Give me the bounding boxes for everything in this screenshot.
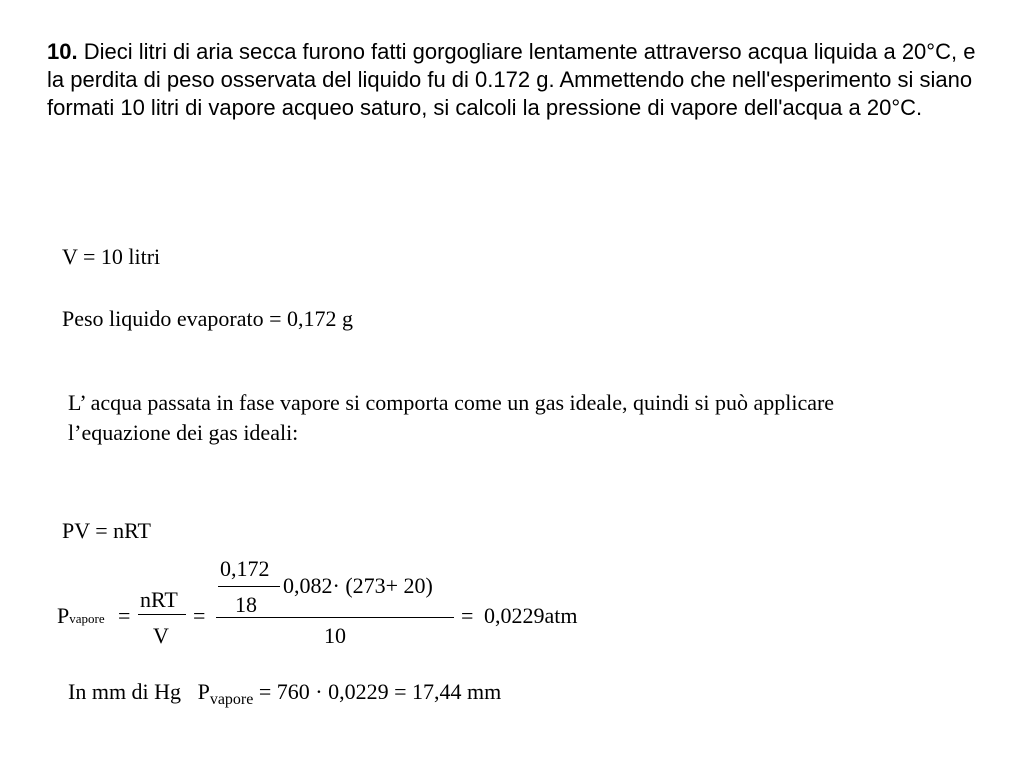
conversion-expression: = 760 · 0,0229 = 17,44 mm bbox=[258, 679, 502, 704]
main-denominator: 10 bbox=[324, 623, 346, 648]
p-vapore bbox=[57, 604, 105, 631]
fraction1-denominator: V bbox=[153, 623, 169, 648]
conversion-p-symbol: P bbox=[197, 679, 210, 704]
fraction1-numerator: nRT bbox=[140, 587, 178, 612]
explanation-text: L’ acqua passata in fase vapore si comporta come un gas ideale, quindi si può applicare l’equazione dei gas ideali: bbox=[68, 390, 835, 445]
p-subscript: vapore bbox=[69, 611, 105, 626]
inner-denominator: 18 bbox=[235, 592, 257, 617]
inner-fraction-bar bbox=[218, 586, 280, 587]
p-symbol: P bbox=[57, 603, 70, 628]
formula-result: 0,0229atm bbox=[484, 603, 578, 628]
main-fraction-bar bbox=[216, 617, 454, 618]
conversion-label: In mm di Hg bbox=[68, 679, 182, 704]
given-mass: Peso liquido evaporato = 0,172 g bbox=[62, 306, 354, 331]
problem-number: 10. bbox=[47, 39, 78, 64]
conversion-line bbox=[68, 678, 501, 709]
fraction1-bar bbox=[138, 614, 186, 615]
numerator-rest: 0,082· (273+ 20) bbox=[283, 573, 433, 598]
equals-1: = bbox=[118, 603, 131, 628]
ideal-gas-law: PV = nRT bbox=[62, 518, 151, 543]
equals-3: = bbox=[461, 603, 474, 628]
inner-numerator: 0,172 bbox=[220, 556, 270, 581]
problem-statement bbox=[47, 38, 977, 122]
equals-2: = bbox=[193, 603, 206, 628]
problem-text: Dieci litri di aria secca furono fatti gorgogliare lentamente attraverso acqua liquida a 20°C, e la perdita di peso osservata del liquido fu di 0.172 g. Ammettendo che nell'esperimento si siano formati 10 litri di vapore acqueo saturo, si calcoli la pressione di vapore dell'acqua a 20°C. bbox=[47, 39, 976, 120]
given-volume: V = 10 litri bbox=[62, 244, 161, 269]
conversion-p-subscript: vapore bbox=[209, 691, 254, 708]
